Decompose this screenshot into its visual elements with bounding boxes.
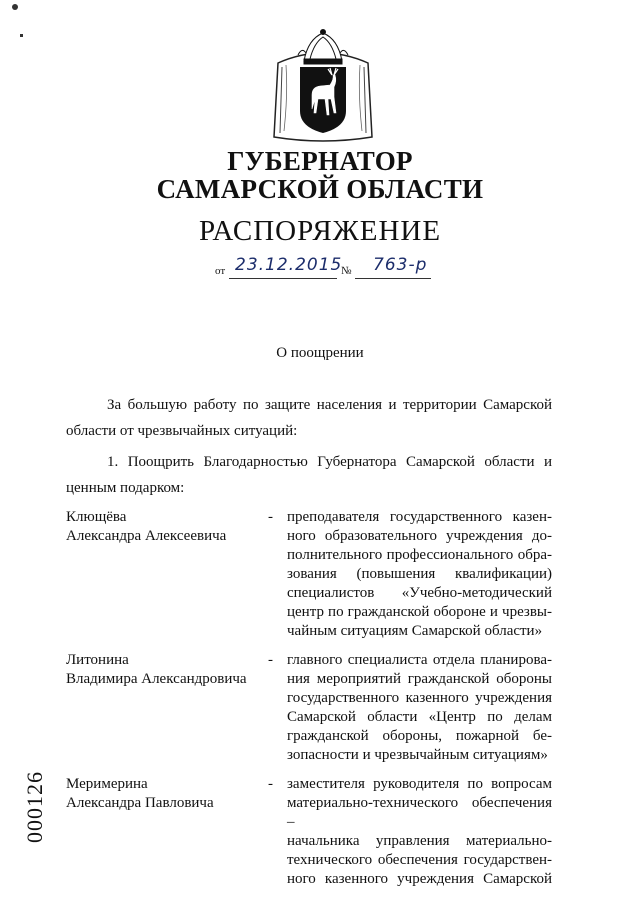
stamp-number-text: 000126 [22,771,47,843]
description-line: начальника управления материально- [287,833,552,849]
description-line: чайным ситуациям Самарской области» [287,623,543,639]
person-given-name: Александра Алексеевича [66,528,227,544]
description-line: зования (повышения квалификации) [287,566,552,582]
list-dash: - [268,509,273,525]
date-value: 23.12.2015 [235,255,343,275]
list-dash: - [268,652,273,668]
intro-paragraph-line1: За большую работу по защите населения и территории Самарской [107,397,552,413]
coat-of-arms-icon [268,25,378,145]
description-line: ного образовательного учреждения до- [287,528,552,544]
description-line: заместителя руководителя по вопросам [287,776,552,792]
description-line: главного специалиста отдела планирова- [287,652,552,668]
intro-paragraph-line2: области от чрезвычайных ситуаций: [66,423,298,439]
list-dash: - [268,776,273,792]
document-subject: О поощрении [276,345,364,361]
description-line: преподавателя государственного казен- [287,509,552,525]
description-line: государственного казенного учреждения [287,690,552,706]
person-description [287,775,552,889]
person-name [66,775,266,813]
description-line: центр по гражданской обороне и чрезвы- [287,604,552,620]
item1-line1: 1. Поощрить Благодарностью Губернатора Самарской области и [107,454,552,470]
date-underline [229,278,337,279]
item1-line2: ценным подарком: [66,480,185,496]
scan-mark [12,4,18,10]
date-number-line [215,255,455,285]
scan-mark [20,34,23,37]
authority-region: САМАРСКОЙ ОБЛАСТИ [156,174,484,204]
description-line: технического обеспечения государствен- [287,852,552,868]
authority-title: ГУБЕРНАТОР [227,146,413,176]
person-name [66,651,266,689]
person-given-name: Владимира Александровича [66,671,247,687]
person-description [287,508,552,641]
person-surname: Клющёва [66,509,127,525]
description-line: ного казенного учреждения Самарской [287,871,552,887]
person-surname: Литонина [66,652,129,668]
date-label: от [215,265,226,277]
stamp-number [20,770,50,850]
description-line: гражданской обороны, пожарной бе- [287,728,552,744]
description-line: Самарской области «Центр по делам [287,709,552,725]
description-line: материально-технического обеспечения – [287,795,552,830]
person-name [66,508,266,546]
description-line: ния мероприятий гражданской обороны [287,671,552,687]
description-line: зопасности и чрезвычайным ситуациям» [287,747,548,763]
person-surname: Меримерина [66,776,148,792]
person-description [287,651,552,765]
document-type: РАСПОРЯЖЕНИЕ [198,215,442,247]
person-given-name: Александра Павловича [66,795,214,811]
number-label: № [341,265,352,277]
description-line: полнительного профессионального обра- [287,547,552,563]
number-value: 763-р [373,255,428,275]
number-underline [355,278,431,279]
description-line: специалистов «Учебно-методический [287,585,552,601]
